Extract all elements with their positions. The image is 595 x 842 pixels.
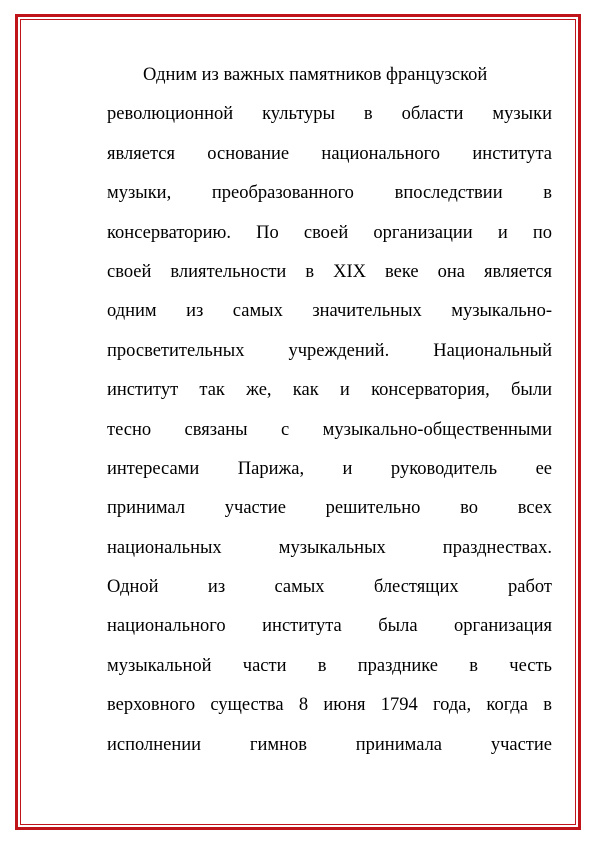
text-line-9: институт так же, как и консерватория, были	[107, 380, 552, 401]
text-line-7: одним из самых значительных музыкально-	[107, 301, 552, 322]
text-line-16: музыкальной части в празднике в честь	[107, 655, 552, 676]
text-line-8: просветительных учреждений. Национальный	[107, 340, 552, 361]
text-line-6: своей влиятельности в XIX веке она является	[107, 261, 552, 282]
text-line-11: интересами Парижа, и руководитель ее	[107, 458, 552, 479]
body-paragraph	[107, 56, 552, 765]
text-line-2: революционной культуры в области музыки	[107, 104, 552, 125]
text-line-3: является основание национального института	[107, 143, 552, 164]
text-line-14: Одной из самых блестящих работ	[107, 577, 552, 598]
text-line-18: исполнении гимнов принимала участие	[107, 734, 552, 755]
text-line-5: консерваторию. По своей организации и по	[107, 222, 552, 243]
text-line-10: тесно связаны с музыкально-общественными	[107, 419, 552, 440]
text-line-1: Одним из важных памятников французской	[143, 65, 488, 85]
text-line-17: верховного существа 8 июня 1794 года, когда в	[107, 695, 552, 716]
text-line-15: национального института была организация	[107, 616, 552, 637]
text-line-4: музыки, преобразованного впоследствии в	[107, 183, 552, 204]
text-line-13: национальных музыкальных празднествах.	[107, 537, 552, 558]
text-line-12: принимал участие решительно во всех	[107, 498, 552, 519]
